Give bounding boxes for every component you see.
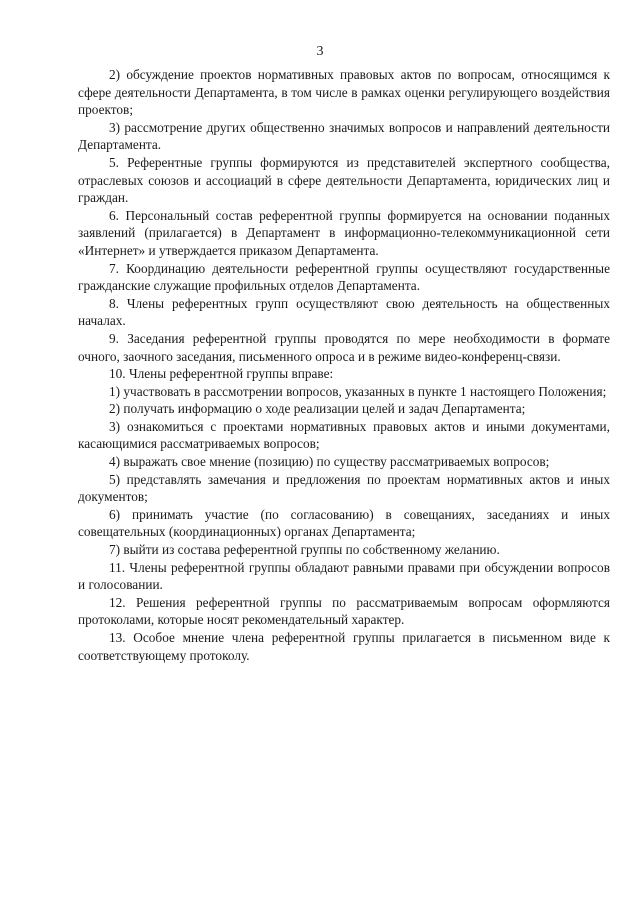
paragraph: 9. Заседания референтной группы проводятся по мере необходимости в формате очного, заочного заседания, письменного опроса и в режиме видео-конференц-связи.	[78, 330, 610, 364]
paragraph: 1) участвовать в рассмотрении вопросов, указанных в пункте 1 настоящего Положения;	[109, 383, 607, 399]
paragraph: 5. Референтные группы формируются из представителей экспертного сообщества, отраслевых союзов и ассоциаций в сфере деятельности Департамента, юридических лиц и граждан.	[78, 154, 610, 206]
paragraph: 8. Члены референтных групп осуществляют свою деятельность на общественных началах.	[78, 295, 610, 329]
paragraph: 6) принимать участие (по согласованию) в совещаниях, заседаниях и иных совещательных (координационных) органах Департамента;	[78, 506, 610, 540]
paragraph: 6. Персональный состав референтной группы формируется на основании поданных заявлений (прилагается) в Департамент в информационно-телекоммуникационной сети «Интернет» и утверждается приказом Департамента.	[78, 207, 610, 258]
paragraph: 7. Координацию деятельности референтной группы осуществляют государственные гражданские служащие профильных отделов Департамента.	[78, 260, 610, 294]
paragraph: 3) рассмотрение других общественно значимых вопросов и направлений деятельности Департамента.	[78, 119, 610, 153]
paragraph: 5) представлять замечания и предложения по проектам нормативных актов и иных документов;	[78, 471, 610, 505]
paragraph: 10. Члены референтной группы вправе:	[109, 366, 334, 382]
paragraph: 13. Особое мнение члена референтной группы прилагается в письменном виде к соответствующему протоколу.	[78, 630, 610, 663]
paragraph: 3) ознакомиться с проектами нормативных правовых актов и иными документами, касающимися рассматриваемых вопросов;	[78, 418, 610, 452]
document-body	[78, 66, 610, 664]
paragraph: 2) обсуждение проектов нормативных правовых актов по вопросам, относящимся к сфере деятельности Департамента, в том числе в рамках оценки регулирующего воздействия проектов;	[78, 67, 610, 118]
paragraph: 4) выражать свое мнение (позицию) по существу рассматриваемых вопросов;	[109, 454, 550, 470]
page-number: 3	[316, 44, 324, 59]
paragraph: 12. Решения референтной группы по рассматриваемым вопросам оформляются протоколами, которые носят рекомендательный характер.	[78, 594, 610, 628]
paragraph: 11. Члены референтной группы обладают равными правами при обсуждении вопросов и голосовании.	[78, 559, 610, 593]
paragraph: 7) выйти из состава референтной группы по собственному желанию.	[109, 542, 500, 558]
paragraph: 2) получать информацию о ходе реализации целей и задач Департамента;	[109, 401, 526, 417]
